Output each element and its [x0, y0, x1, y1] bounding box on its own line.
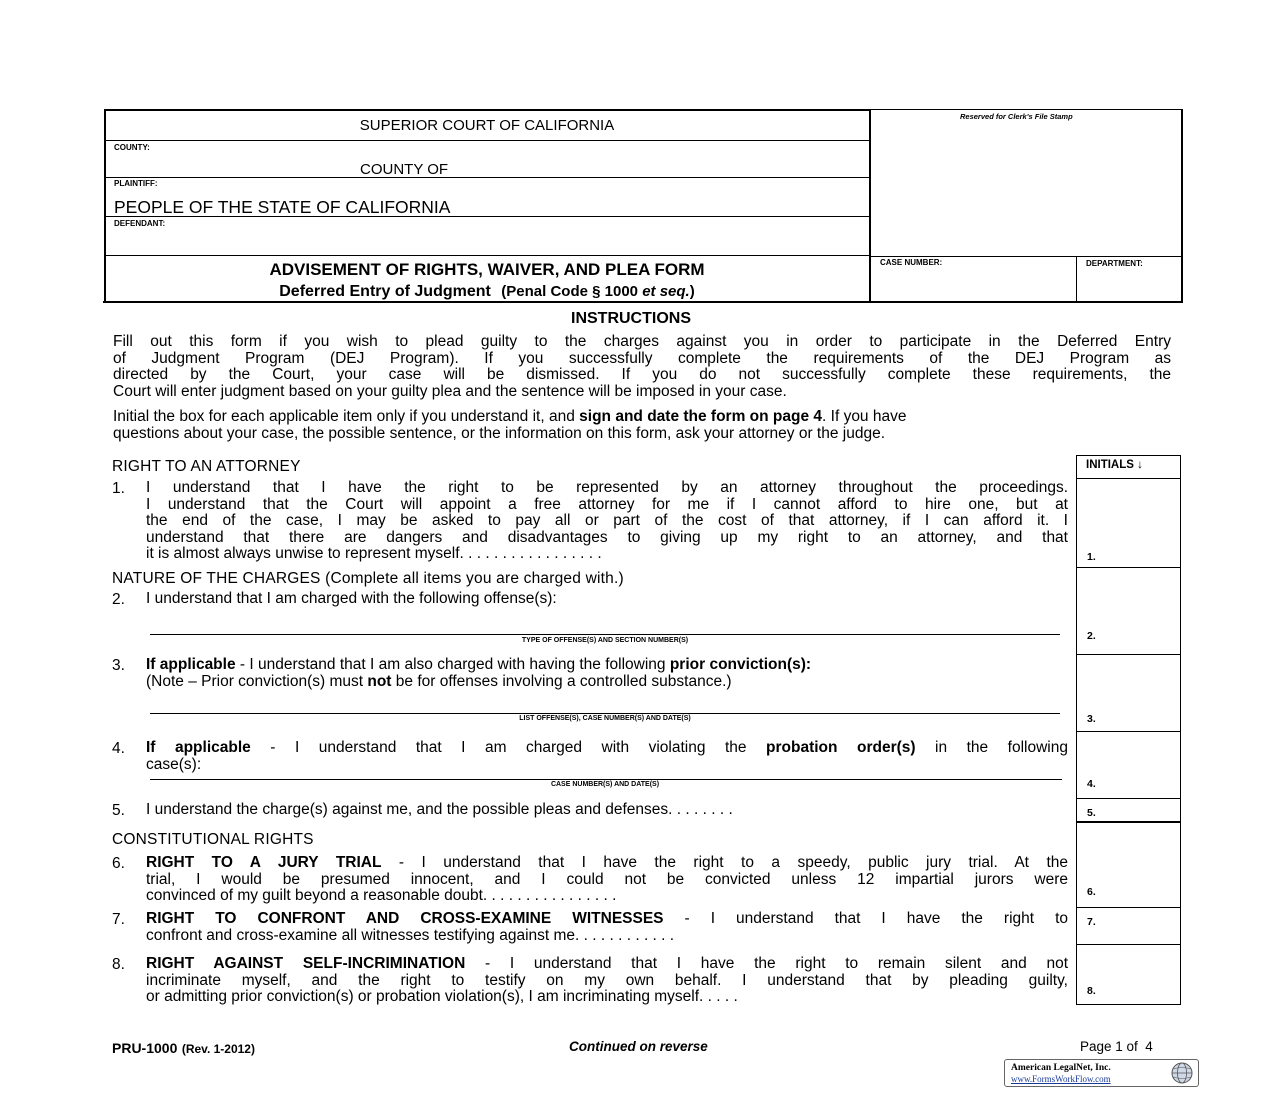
item-3-span: - I understand that I am also charged with having the following	[235, 656, 670, 673]
instructions-para2-line1	[113, 409, 1173, 426]
defendant-label: DEFENDANT:	[114, 219, 166, 228]
initials-label-1: 1.	[1087, 551, 1096, 563]
item-1-line: I understand that I have the right to be represented by an attorney throughout the proceedings.	[146, 479, 1068, 496]
item-4-bold: If applicable	[146, 739, 251, 756]
item-number: 1.	[112, 480, 125, 497]
item-4-blank-line[interactable]	[150, 779, 1062, 780]
county-value: COUNTY OF	[360, 161, 449, 178]
form-id-code: PRU-1000	[112, 1040, 178, 1056]
instructions-para1	[113, 334, 1171, 400]
case-number-label: CASE NUMBER:	[880, 258, 943, 267]
item-3-span: be for offenses involving a controlled substance.)	[391, 672, 732, 690]
initials-header-box	[1076, 455, 1181, 479]
initials-label-6: 6.	[1087, 886, 1096, 898]
item-number: 2.	[112, 591, 125, 608]
item-7-bold: RIGHT TO CONFRONT AND CROSS-EXAMINE WITNESSES	[146, 910, 664, 927]
item-1-line: it is almost always unwise to represent myself. . . . . . . . . . . . . . . . .	[146, 545, 602, 563]
item-1-text	[146, 480, 1068, 563]
item-3-line2	[146, 674, 1068, 691]
logo-url: www.FormsWorkFlow.com	[1011, 1074, 1111, 1084]
section-nature-of-charges: NATURE OF THE CHARGES (Complete all items you are charged with.)	[112, 570, 624, 587]
subtitle-code-b: )	[689, 283, 695, 300]
initials-label-2: 2.	[1087, 630, 1096, 642]
court-name: SUPERIOR COURT OF CALIFORNIA	[359, 117, 615, 134]
item-7-line2: confront and cross-examine all witnesses testifying against me. . . . . . . . . . . .	[146, 926, 675, 944]
initials-label-8: 8.	[1087, 985, 1096, 997]
initials-label-7: 7.	[1087, 916, 1096, 928]
form-title: ADVISEMENT OF RIGHTS, WAIVER, AND PLEA FORM	[269, 260, 705, 279]
item-5-text: I understand the charge(s) against me, and the possible pleas and defenses. . . . . . . .	[146, 801, 733, 818]
subtitle-code-em: et seq.	[642, 283, 690, 300]
item-8-bold: RIGHT AGAINST SELF-INCRIMINATION	[146, 955, 466, 972]
para2-bold: sign and date the form on page 4	[579, 408, 823, 425]
item-2-blank-line[interactable]	[150, 634, 1060, 635]
initials-header: INITIALS ↓	[1086, 459, 1143, 471]
item-3-text	[146, 657, 1068, 690]
item-3-bold: not	[367, 672, 392, 690]
instructions-para2	[113, 409, 1173, 442]
instructions-line: directed by the Court, your case will be dismissed. If you do not successfully complete these requirements, the	[113, 366, 1171, 383]
american-legalnet-logo[interactable]	[1004, 1059, 1199, 1087]
item-4-text	[146, 740, 1068, 773]
item-3-bold: If applicable	[146, 656, 236, 673]
instructions-heading: INSTRUCTIONS	[571, 310, 691, 327]
item-6-line3: convinced of my guilt beyond a reasonable doubt. . . . . . . . . . . . . . . .	[146, 887, 617, 905]
item-3-bold: prior conviction(s):	[669, 656, 812, 673]
item-4-span: - I understand that I am charged with violating the	[250, 739, 767, 756]
item-3-span: (Note – Prior conviction(s) must	[146, 672, 368, 690]
instructions-line: Fill out this form if you wish to plead guilty to the charges against you in order to participate in the Deferred Entry	[113, 333, 1171, 350]
item-2-caption: TYPE OF OFFENSE(S) AND SECTION NUMBER(S)	[521, 637, 689, 644]
item-6-span: - I understand that I have the right to a speedy, public jury trial. At the	[381, 854, 1068, 871]
para2-text: Initial the box for each applicable item only if you understand it, and	[113, 408, 580, 425]
item-4-line2: case(s):	[146, 755, 202, 773]
logo-name: American LegalNet, Inc.	[1011, 1063, 1111, 1073]
item-4-line1	[146, 740, 1068, 757]
item-number: 6.	[112, 855, 125, 872]
item-1-line: understand that there are dangers and disadvantages to giving up my right to an attorney, and that	[146, 528, 1068, 546]
globe-icon	[1169, 1061, 1195, 1085]
item-number: 8.	[112, 956, 125, 973]
item-4-caption: CASE NUMBER(S) AND DATE(S)	[550, 781, 660, 788]
item-6-line1	[146, 855, 1068, 872]
item-7-text	[146, 911, 1068, 944]
item-3-line1	[146, 657, 1068, 674]
item-6-line2: trial, I would be presumed innocent, and I could not be convicted unless 12 impartial jurors were	[146, 870, 1068, 888]
item-8-line2: incriminate myself, and the right to testify on my own behalf. I understand that by pleading guilty,	[146, 971, 1068, 989]
form-id	[112, 1040, 255, 1058]
item-8-line3: or admitting prior conviction(s) or probation violation(s), I am incriminating myself. . . . .	[146, 988, 738, 1006]
para2-text: . If you have	[822, 408, 907, 425]
plaintiff-value: PEOPLE OF THE STATE OF CALIFORNIA	[114, 197, 451, 217]
item-4-bold: probation order(s)	[766, 739, 916, 756]
item-4-span: in the following	[915, 739, 1068, 756]
form-subtitle	[104, 283, 870, 301]
item-number: 3.	[112, 657, 125, 674]
item-6-text	[146, 855, 1068, 905]
item-8-line1	[146, 956, 1068, 973]
item-number: 5.	[112, 802, 125, 819]
section-right-to-attorney: RIGHT TO AN ATTORNEY	[112, 458, 301, 475]
department-label: DEPARTMENT:	[1086, 259, 1143, 268]
plaintiff-label: PLAINTIFF:	[114, 179, 158, 188]
item-3-caption: LIST OFFENSE(S), CASE NUMBER(S) AND DATE(S)	[519, 715, 691, 722]
item-1-line: I understand that the Court will appoint a free attorney for me if I cannot afford to hire one, but at	[146, 495, 1068, 513]
item-6-bold: RIGHT TO A JURY TRIAL	[146, 854, 382, 871]
instructions-line: of Judgment Program (DEJ Program). If you successfully complete the requirements of the DEJ Program as	[113, 349, 1171, 367]
continued-on-reverse: Continued on reverse	[569, 1039, 708, 1054]
form-revision: (Rev. 1-2012)	[181, 1042, 255, 1056]
item-1-line: the end of the case, I may be asked to pay all or part of the cost of that attorney, if I can afford it. I	[146, 512, 1068, 530]
item-number: 7.	[112, 911, 125, 928]
item-3-blank-line[interactable]	[150, 713, 1060, 714]
initials-label-3: 3.	[1087, 713, 1096, 725]
item-7-span: - I understand that I have the right to	[663, 910, 1068, 927]
clerk-stamp-label: Reserved for Clerk's File Stamp	[960, 112, 1073, 121]
instructions-line: Court will enter judgment based on your guilty plea and the sentence will be imposed in your case.	[113, 382, 787, 400]
item-8-span: - I understand that I have the right to remain silent and not	[465, 955, 1068, 972]
subtitle-main: Deferred Entry of Judgment	[279, 283, 491, 300]
initials-label-4: 4.	[1087, 778, 1096, 790]
item-2-text: I understand that I am charged with the following offense(s):	[146, 590, 557, 607]
page-number: Page 1 of 4	[1080, 1039, 1153, 1054]
item-8-text	[146, 956, 1068, 1006]
subtitle-code	[501, 283, 694, 300]
item-7-line1	[146, 911, 1068, 928]
section-constitutional-rights: CONSTITUTIONAL RIGHTS	[112, 831, 314, 848]
county-label: COUNTY:	[114, 143, 150, 152]
initials-label-5: 5.	[1087, 807, 1096, 819]
item-number: 4.	[112, 740, 125, 757]
instructions-para2-line2: questions about your case, the possible sentence, or the information on this form, ask your attorney or the judge.	[113, 424, 885, 442]
subtitle-code-a: (Penal Code § 1000	[501, 283, 643, 300]
